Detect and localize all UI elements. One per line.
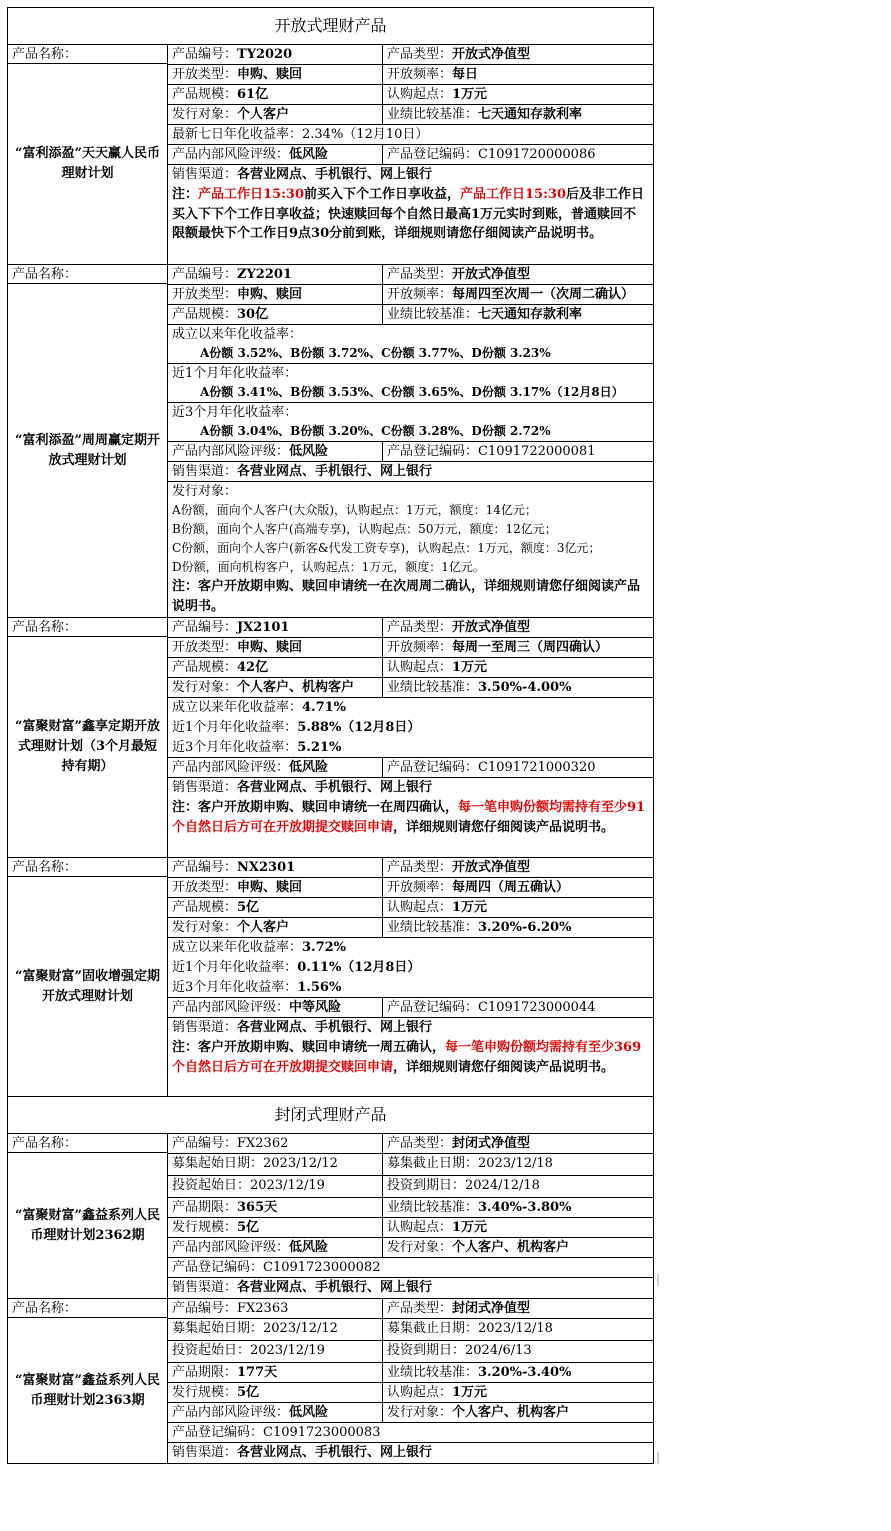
row-code: 产品编号：TY2020 产品类型：开放式净值型 [168,45,653,65]
product-name-label: 产品名称： [8,1299,167,1318]
product-block-jx2101 [8,618,653,858]
product-note: 注：产品工作日15:30前买入下个工作日享收益，产品工作日15:30后及非工作日买入下下个工作日享收益；快速赎回每个自然日最高1万元实时到账，普通赎回不限额最快下个工作日9点30分前到账，详细规则请您仔细阅读产品说明书。 [172,187,645,241]
yield-1m: A份额 3.41%、B份额 3.53%、C份额 3.65%、D份额 3.17%（12月8日） [200,385,624,399]
row-scale: 产品规模：61亿 认购起点：1万元 [168,85,653,105]
product-name: “富聚财富”鑫益系列人民币理财计划2362期 [15,1207,160,1243]
row-code: 产品编号：NX2301 产品类型：开放式净值型 [168,858,653,878]
row-target: 发行对象：个人客户 业绩比较基准：3.20%-6.20% [168,918,653,938]
row-invest-dates: 投资起始日：2023/12/19 投资到期日：2024/12/18 [168,1176,653,1198]
row-risk: 产品内部风险评级：中等风险 产品登记编码：C1091723000044 [168,998,653,1018]
row-scale: 产品规模：30亿 业绩比较基准：七天通知存款利率 [168,305,653,325]
product-name-label: 产品名称： [8,1134,167,1153]
target-label: 发行对象： [172,484,238,499]
share-d: D份额，面向机构客户，认购起点：1万元，额度：1亿元。 [172,560,485,574]
product-block-fx2363 [8,1299,653,1463]
row-scale: 发行规模：5亿 认购起点：1万元 [168,1383,653,1403]
share-b: B份额，面向个人客户(高端专享)，认购起点：50万元，额度：12亿元； [172,522,557,536]
product-block-fx2362 [8,1134,653,1299]
share-a: A份额，面向个人客户(大众版)，认购起点：1万元，额度：14亿元； [172,503,537,517]
registration-code: 产品登记编码：C1091723000082 [172,1260,381,1275]
row-term: 产品期限：365天 业绩比较基准：3.40%-3.80% [168,1198,653,1218]
product-name: “富聚财富”鑫益系列人民币理财计划2363期 [15,1372,160,1408]
row-target: 发行对象：个人客户、机构客户 业绩比较基准：3.50%-4.00% [168,678,653,698]
row-risk: 产品内部风险评级：低风险 产品登记编码：C1091722000081 [168,442,653,462]
row-open-type: 开放类型：申购、赎回 开放频率：每周四（周五确认） [168,878,653,898]
product-name: “富利添盈”周周赢定期开放式理财计划 [15,432,160,468]
row-code: 产品编号：ZY2201 产品类型：开放式净值型 [168,265,653,285]
yield-since-inception: A份额 3.52%、B份额 3.72%、C份额 3.77%、D份额 3.23% [200,346,551,360]
share-c: C份额，面向个人客户(新客&代发工资专享)，认购起点：1万元，额度：3亿元； [172,541,601,555]
product-note: 注：客户开放期申购、赎回申请统一在次周周二确认，详细规则请您仔细阅读产品说明书。 [172,579,641,614]
yield-3m: A份额 3.04%、B份额 3.20%、C份额 3.28%、D份额 2.72% [200,424,551,438]
yield-3m-label: 近3个月年化收益率： [172,405,298,420]
row-target: 发行对象：个人客户 业绩比较基准：七天通知存款利率 [168,105,653,125]
yield-since-inception: 成立以来年化收益率：4.71% [172,700,347,715]
yield-1m-label: 近1个月年化收益率： [172,366,298,381]
yield-3m: 近3个月年化收益率：1.56% [172,980,342,995]
row-channel: 销售渠道：各营业网点、手机银行、网上银行 [168,462,653,482]
product-name-label: 产品名称： [8,45,167,64]
product-name: “富聚财富”固收增强定期开放式理财计划 [15,968,160,1004]
edge-mark [657,1452,659,1464]
row-risk: 产品内部风险评级：低风险 产品登记编码：C1091720000086 [168,145,653,165]
row-scale: 产品规模：5亿 认购起点：1万元 [168,898,653,918]
product-note: 注：客户开放期申购、赎回申请统一周五确认，每一笔申购份额均需持有至少369个自然日后方可在开放期提交赎回申请，详细规则请您仔细阅读产品说明书。 [172,1040,642,1075]
row-risk: 产品内部风险评级：低风险 发行对象：个人客户、机构客户 [168,1403,653,1423]
row-channel: 销售渠道：各营业网点、手机银行、网上银行 [172,167,433,182]
yield-since-inception-label: 成立以来年化收益率： [172,327,303,342]
yield-since-inception: 成立以来年化收益率：3.72% [172,940,347,955]
row-risk: 产品内部风险评级：低风险 发行对象：个人客户、机构客户 [168,1238,653,1258]
product-name: “富利添盈”天天赢人民币理财计划 [15,146,160,181]
product-name-label: 产品名称： [8,265,167,284]
row-open-type: 开放类型：申购、赎回 开放频率：每周一至周三（周四确认） [168,638,653,658]
yield-1m: 近1个月年化收益率：0.11%（12月8日） [172,960,421,975]
edge-mark [657,1274,659,1286]
product-block-ty2020 [8,45,653,265]
row-code: 产品编号：JX2101 产品类型：开放式净值型 [168,618,653,638]
row-channel: 销售渠道：各营业网点、手机银行、网上银行 [172,1445,433,1460]
row-open-type: 开放类型：申购、赎回 开放频率：每周四至次周一（次周二确认） [168,285,653,305]
row-risk: 产品内部风险评级：低风险 产品登记编码：C1091721000320 [168,758,653,778]
product-name-label: 产品名称： [8,858,167,877]
row-scale: 产品规模：42亿 认购起点：1万元 [168,658,653,678]
yield-1m: 近1个月年化收益率：5.88%（12月8日） [172,720,421,735]
product-name: “富聚财富”鑫享定期开放式理财计划（3个月最短持有期） [15,719,160,774]
row-raise-dates: 募集起始日期：2023/12/12 募集截止日期：2023/12/18 [168,1319,653,1341]
row-yield: 最新七日年化收益率：2.34%（12月10日） [168,125,653,145]
row-open-type: 开放类型：申购、赎回 开放频率：每日 [168,65,653,85]
row-channel: 销售渠道：各营业网点、手机银行、网上银行 [172,780,433,795]
yield-3m: 近3个月年化收益率：5.21% [172,740,342,755]
closed-section-title: 封闭式理财产品 [8,1097,653,1134]
row-raise-dates: 募集起始日期：2023/12/12 募集截止日期：2023/12/18 [168,1154,653,1176]
product-note: 注：客户开放期申购、赎回申请统一在周四确认，每一笔申购份额均需持有至少91个自然日后方可在开放期提交赎回申请，详细规则请您仔细阅读产品说明书。 [172,800,646,835]
open-section-title: 开放式理财产品 [8,8,653,45]
row-code: 产品编号：FX2362 产品类型：封闭式净值型 [168,1134,653,1154]
product-name-label: 产品名称： [8,618,167,637]
product-block-zy2201 [8,265,653,618]
row-code: 产品编号：FX2363 产品类型：封闭式净值型 [168,1299,653,1319]
row-channel: 销售渠道：各营业网点、手机银行、网上银行 [172,1280,433,1295]
product-block-nx2301 [8,858,653,1097]
row-term: 产品期限：177天 业绩比较基准：3.20%-3.40% [168,1363,653,1383]
row-invest-dates: 投资起始日：2023/12/19 投资到期日：2024/6/13 [168,1341,653,1363]
row-scale: 发行规模：5亿 认购起点：1万元 [168,1218,653,1238]
row-channel: 销售渠道：各营业网点、手机银行、网上银行 [172,1020,433,1035]
product-table [7,7,654,1464]
registration-code: 产品登记编码：C1091723000083 [172,1425,381,1440]
